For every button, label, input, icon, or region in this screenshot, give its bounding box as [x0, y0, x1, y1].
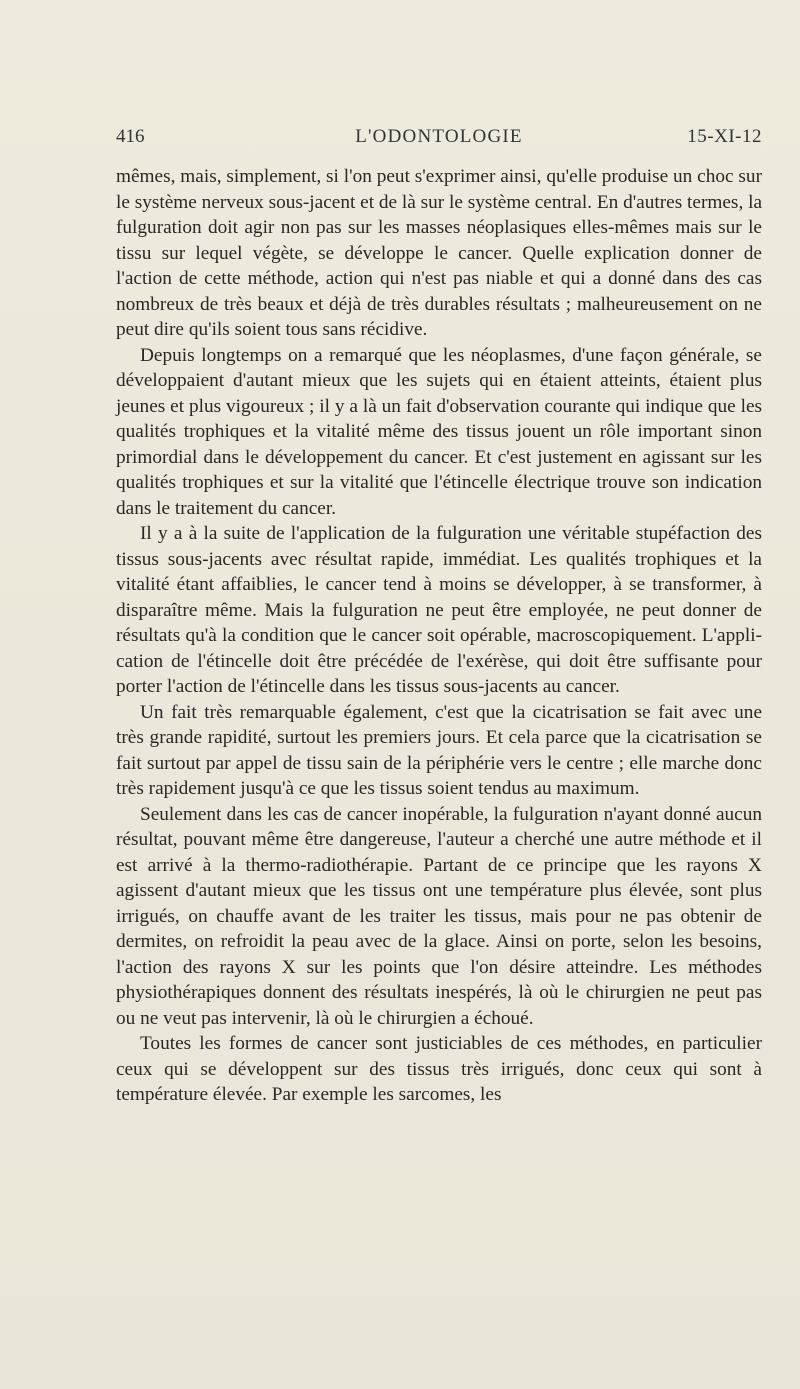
issue-date: 15-XI-12 — [687, 126, 762, 147]
paragraph-continued: mêmes, mais, simplement, si l'on peut s'exprimer ainsi, qu'elle produise un choc sur le système nerveux sous-jacent et de là sur le système central. En d'autres termes, la fulguration doit agir non pas sur les masses néoplasiques elles-mêmes mais sur le tissu sur lequel végète, se développe le cancer. Quelle explication donner de l'action de cette méthode, action qui n'est pas niable et qui a donné dans des cas nombreux de très beaux et déjà de très durables résultats ; malheureusement on ne peut dire qu'ils soient tous sans récidive. — [116, 166, 762, 340]
running-header — [116, 126, 762, 154]
paragraph: Il y a à la suite de l'application de la fulguration une véritable stupéfaction des tissus sous-jacents avec résultat rapide, immédiat. Les qualités trophiques et la vitalité étant affaiblies, le cancer tend à moins se développer, à se transformer, à disparaître même. Mais la fulguration ne peut être employée, ne peut donner de résultats qu'à la condition que le cancer soit opérable, macroscopiquement. L'application de l'étincelle doit être précédée de l'exérèse, qui doit être suffisante pour porter l'action de l'étincelle dans les tissus sous-jacents au cancer. — [116, 523, 762, 697]
paragraph: Seulement dans les cas de cancer inopérable, la fulguration n'ayant donné aucun résultat, pouvant même être dangereuse, l'auteur a cherché une autre méthode et il est arrivé à la thermo-radiothérapie. Partant de ce principe que les rayons X agissent d'autant mieux que les tissus ont une température plus élevée, sont plus irrigués, on chauffe avant de les traiter les tissus, mais pour ne pas obtenir de dermites, on refroidit la peau avec de la glace. Ainsi on porte, selon les besoins, l'action des rayons X sur les points que l'on désire atteindre. Les méthodes physiothérapiques donnent des résultats inespérés, là où le chirurgien ne peut pas ou ne veut pas intervenir, là où le chirurgien a échoué. — [116, 803, 762, 1029]
paragraph: Un fait très remarquable également, c'est que la cicatrisation se fait avec une très grande rapidité, surtout les premiers jours. Et cela parce que la cicatrisation se fait surtout par appel de tissu sain de la périphérie vers le centre ; elle marche donc très rapidement jusqu'à ce que les tissus soient tendus au maximum. — [116, 701, 762, 799]
paragraph: Toutes les formes de cancer sont justiciables de ces méthodes, en particulier ceux qui se développent sur des tissus très irrigués, donc ceux qui sont à température élevée. Par exemple les sarcomes, les — [116, 1033, 762, 1105]
paragraph: Depuis longtemps on a remarqué que les néoplasmes, d'une façon générale, se développaient d'autant mieux que les sujets qui en étaient atteints, étaient plus jeunes et plus vigoureux ; il y a là un fait d'observation courante qui indique que les qualités trophiques et la vitalité même des tissus jouent un rôle important sinon primordial dans le développement du cancer. Et c'est justement en agissant sur les qualités trophiques et sur la vitalité que l'étincelle électrique trouve son indication dans le traitement du cancer. — [116, 344, 762, 519]
journal-title: L'ODONTOLOGIE — [355, 126, 523, 147]
article-body — [116, 164, 762, 1108]
page-number: 416 — [116, 126, 145, 147]
